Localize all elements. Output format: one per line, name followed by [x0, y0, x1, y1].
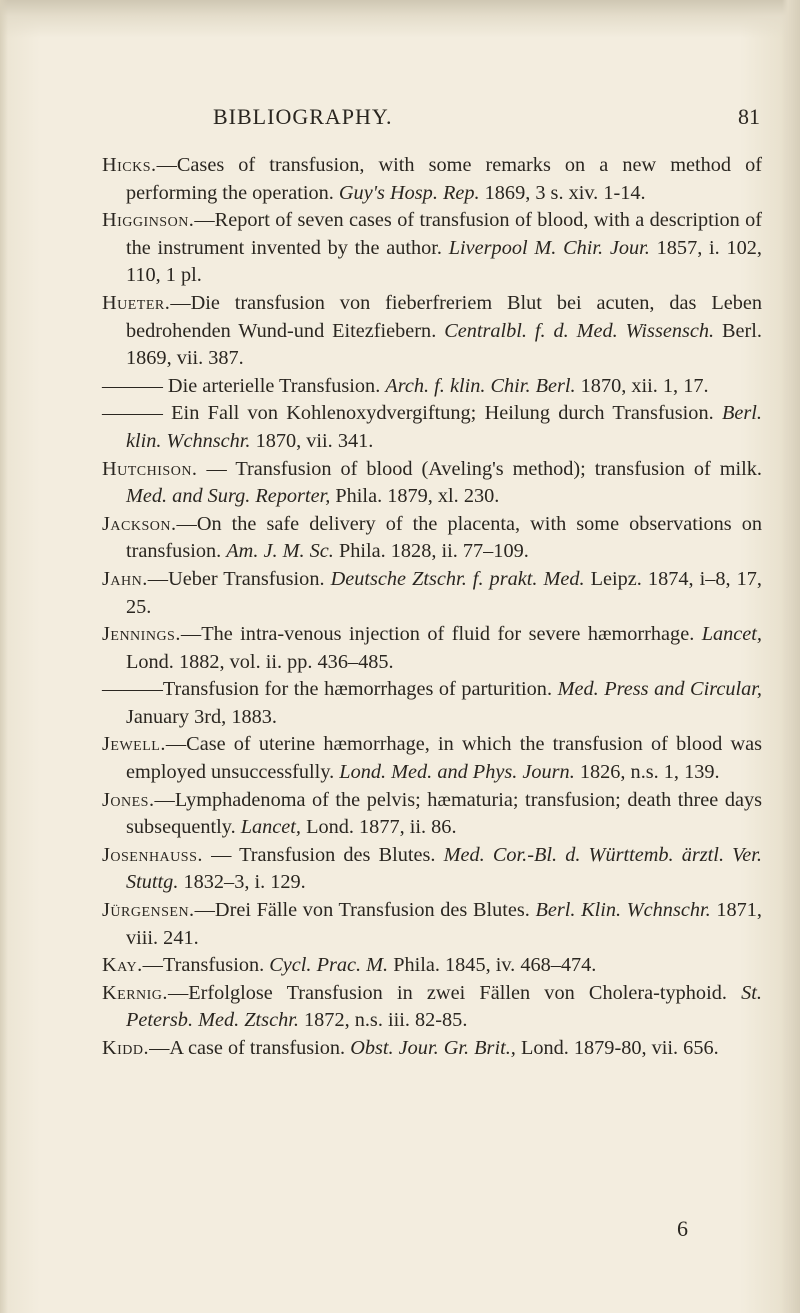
entry-details: 1870, vii. 341.: [255, 429, 374, 452]
entry-details: Phila. 1828, ii. 77–109.: [338, 540, 529, 563]
entry-text: —On the safe delivery of the placenta, with some observations on transfusion.: [126, 512, 762, 563]
entry-details: Phila. 1879, xl. 230.: [335, 485, 500, 508]
bibliography-entry-josenhauss: [102, 842, 762, 897]
entry-author: Jackson.: [102, 512, 177, 535]
entry-text: —Cases of transfusion, with some remarks on a new method of performing the operation.: [126, 154, 762, 204]
entry-text: Die arterielle Transfusion.: [167, 374, 381, 397]
bibliography-entry-higginson: [102, 207, 762, 290]
bibliography-entry-hueter-2: [102, 373, 762, 401]
entry-journal: Guy's Hosp. Rep.: [338, 181, 480, 204]
bibliography-entry-kernig: [102, 980, 762, 1035]
page-header: [100, 104, 760, 138]
entry-journal: Cycl. Prac. M.: [269, 954, 389, 977]
entry-details: Lond. 1879-80, vii. 656.: [520, 1037, 719, 1059]
entry-author: Hueter.: [102, 291, 171, 314]
entry-journal: Am. J. M. Sc.: [226, 540, 334, 563]
entry-text: — Transfusion des Blutes.: [202, 843, 436, 866]
entry-journal: Lancet,: [240, 816, 302, 839]
bibliography-entry-jurgensen: [102, 897, 762, 952]
entry-ditto-dash: ———: [102, 678, 163, 701]
bibliography-entry-jewell: [102, 731, 762, 786]
entry-text: —Ueber Transfusion.: [147, 567, 325, 590]
entry-journal: Arch. f. klin. Chir. Berl.: [385, 374, 576, 397]
entry-text: —Lymphadenoma of the pelvis; hæmaturia; transfusion; death three days subsequently.: [126, 788, 762, 839]
entry-author: Jürgensen.: [102, 899, 195, 922]
entry-author: Hutchison.: [102, 457, 198, 480]
entry-details: Lond. 1882, vol. ii. pp. 436–485.: [126, 650, 394, 673]
running-head: BIBLIOGRAPHY.: [213, 104, 393, 129]
page-top-shadow: [0, 0, 800, 38]
entry-journal: Obst. Jour. Gr. Brit.,: [350, 1037, 516, 1059]
entry-text: —The intra-venous injection of fluid for severe hæmorrhage.: [180, 623, 695, 646]
page-left-shadow: [0, 0, 8, 1313]
entry-journal: Lancet,: [701, 623, 762, 646]
entry-details: Berl. 1869, vii. 387.: [126, 319, 762, 370]
entry-author: Kernig.: [102, 981, 168, 1004]
entry-journal: Centralbl. f. d. Med. Wissensch.: [444, 319, 715, 342]
entry-text: — Transfusion of blood (Aveling's method); transfusion of milk.: [197, 457, 762, 480]
bibliography-entry-hicks: [102, 152, 762, 207]
entry-journal: Lond. Med. and Phys. Journ.: [339, 761, 575, 784]
entry-journal: Berl. klin. Wchnschr.: [126, 402, 762, 452]
entry-details: January 3rd, 1883.: [126, 705, 277, 728]
entry-details: 1872, n.s. iii. 82-85.: [304, 1009, 468, 1032]
entry-journal: St. Petersb. Med. Ztschr.: [126, 981, 762, 1032]
bibliography-entry-hueter: [102, 290, 762, 373]
bibliography-list: [102, 152, 762, 1063]
entry-details: 1871, viii. 241.: [126, 899, 762, 949]
entry-details: 1870, xii. 1, 17.: [580, 374, 709, 397]
entry-author: Jewell.: [102, 733, 166, 756]
entry-author: Hicks.: [102, 154, 157, 176]
entry-author: Kidd.: [102, 1037, 150, 1059]
entry-journal: Liverpool M. Chir. Jour.: [448, 236, 650, 259]
entry-text: —Drei Fälle von Transfusion des Blutes.: [194, 899, 530, 922]
bibliography-entry-jackson: [102, 511, 762, 566]
bibliography-entry-hutchison: [102, 456, 762, 511]
entry-author: Jahn.: [102, 567, 148, 590]
page-number: 81: [738, 104, 760, 129]
signature-mark: 6: [677, 1216, 688, 1241]
bibliography-entry-jahn: [102, 566, 762, 621]
entry-text: —Erfolglose Transfusion in zwei Fällen von Cholera-typhoid.: [168, 981, 727, 1004]
entry-author: Jones.: [102, 788, 155, 811]
entry-journal: Med. Press and Circular,: [557, 678, 762, 701]
entry-details: 1857, i. 102, 110, 1 pl.: [126, 236, 762, 287]
entry-text: Ein Fall von Kohlenoxydvergiftung; Heilung durch Transfusion.: [171, 402, 714, 425]
entry-text: —A case of transfusion.: [149, 1037, 346, 1059]
entry-text: —Report of seven cases of transfusion of blood, with a description of the instrument invented by the author.: [126, 209, 762, 259]
entry-text: Transfusion for the hæmorrhages of parturition.: [162, 678, 553, 701]
entry-text: —Die transfusion von fieberfreriem Blut bei acuten, das Leben bedrohenden Wund-und Eitezfiebern.: [126, 291, 762, 342]
entry-journal: Med. Cor.-Bl. d. Württemb. ärztl. Ver. Stuttg.: [126, 843, 762, 894]
entry-details: Leipz. 1874, i–8, 17, 25.: [126, 567, 762, 618]
entry-author: Josenhauss.: [102, 843, 203, 866]
entry-details: 1826, n.s. 1, 139.: [579, 761, 720, 784]
bibliography-entry-kidd: [102, 1035, 762, 1063]
entry-journal: Deutsche Ztschr. f. prakt. Med.: [330, 567, 585, 590]
entry-details: 1832–3, i. 129.: [183, 871, 306, 894]
bibliography-entry-hueter-3: [102, 400, 762, 455]
entry-text: —Transfusion.: [142, 954, 265, 977]
entry-details: 1869, 3 s. xiv. 1-14.: [484, 181, 646, 204]
entry-details: Phila. 1845, iv. 468–474.: [393, 954, 597, 977]
bibliography-entry-kay: [102, 952, 762, 980]
bibliography-entry-jones: [102, 787, 762, 842]
entry-details: Lond. 1877, ii. 86.: [306, 816, 457, 839]
page-right-shadow: [782, 0, 800, 1313]
entry-ditto-dash: ———: [102, 374, 163, 397]
bibliography-entry-jennings: [102, 621, 762, 676]
entry-journal: Berl. Klin. Wchnschr.: [535, 899, 711, 922]
entry-author: Jennings.: [102, 623, 181, 646]
entry-journal: Med. and Surg. Reporter,: [126, 485, 331, 508]
entry-ditto-dash: ———: [102, 402, 163, 425]
entry-author: Higginson.: [102, 209, 195, 232]
bibliography-entry-jennings-2: [102, 676, 762, 731]
entry-text: —Case of uterine hæmorrhage, in which the transfusion of blood was employed unsuccessfully.: [126, 733, 762, 784]
entry-author: Kay.: [102, 954, 143, 977]
